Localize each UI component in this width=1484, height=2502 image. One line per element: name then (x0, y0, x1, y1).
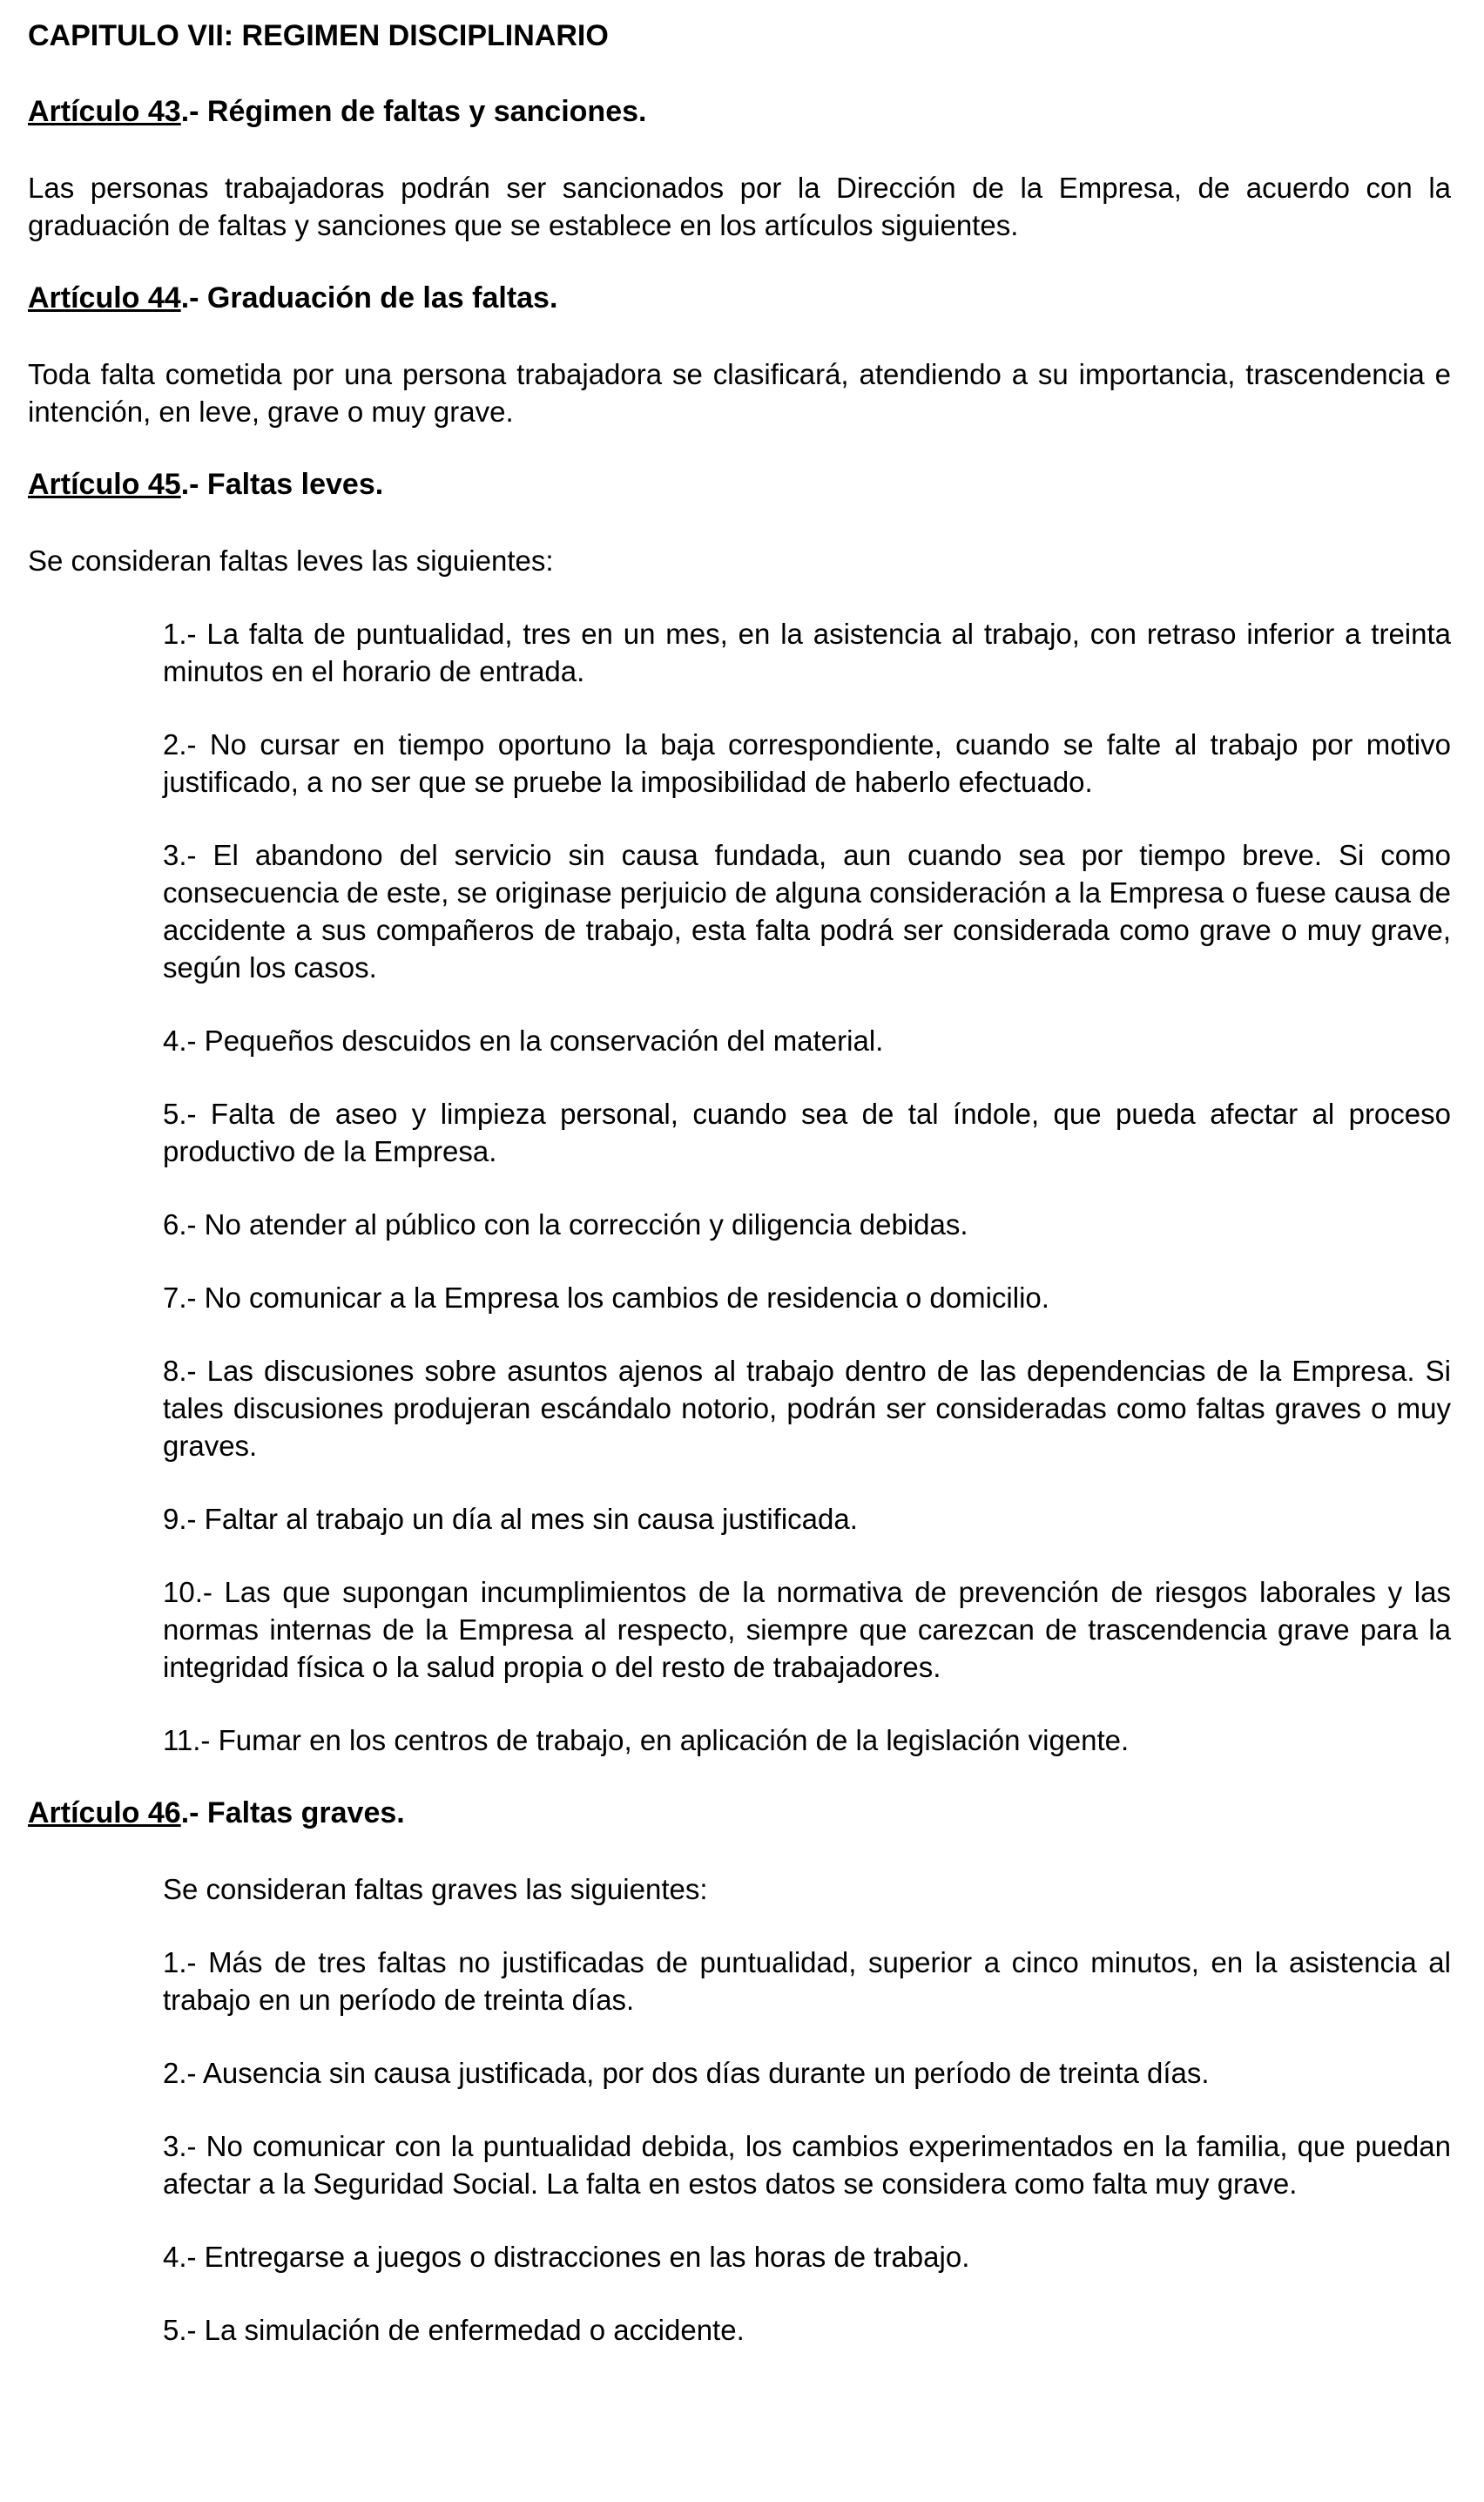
article-title-text: .- Faltas graves. (180, 1796, 405, 1829)
list-item: 2.- Ausencia sin causa justificada, por dos días durante un período de treinta días. (163, 2057, 1210, 2089)
list-item: 4.- Entregarse a juegos o distracciones en las horas de trabajo. (163, 2241, 970, 2273)
chapter-title: CAPITULO VII: REGIMEN DISCIPLINARIO (28, 19, 609, 52)
list-item: 5.- Falta de aseo y limpieza personal, cuando sea de tal índole, que pueda afectar al proceso productivo de la Empresa. (163, 1098, 1451, 1167)
list-item: 11.- Fumar en los centros de trabajo, en aplicación de la legislación vigente. (163, 1724, 1130, 1756)
list-item: 3.- No comunicar con la puntualidad debida, los cambios experimentados en la familia, que puedan afectar a la Seguridad Social. La falta en estos datos se considera como falta muy grave. (163, 2130, 1451, 2200)
article-number: Artículo 44 (28, 281, 181, 314)
article-heading (28, 1795, 1451, 1832)
article-heading (28, 466, 1451, 504)
list-item: 8.- Las discusiones sobre asuntos ajenos al trabajo dentro de las dependencias de la Empresa. Si tales discusiones produjeran escándalo notorio, podrán ser consideradas como faltas graves o muy graves. (163, 1355, 1451, 1462)
list-item: 1.- La falta de puntualidad, tres en un mes, en la asistencia al trabajo, con retraso inferior a treinta minutos en el horario de entrada. (163, 618, 1451, 687)
paragraph: Las personas trabajadoras podrán ser sancionados por la Dirección de la Empresa, de acuerdo con la graduación de faltas y sanciones que se establece en los artículos siguientes. (28, 172, 1451, 241)
article-title-text: .- Régimen de faltas y sanciones. (180, 95, 647, 128)
list-item: 3.- El abandono del servicio sin causa fundada, aun cuando sea por tiempo breve. Si como consecuencia de este, se originase perjuicio de alguna consideración a la Empresa o fuese causa de accidente a sus compañeros de trabajo, esta falta podrá ser considerada como grave o muy grave, según los casos. (163, 839, 1451, 984)
article-title-text: .- Graduación de las faltas. (180, 281, 558, 314)
article-number: Artículo 46 (28, 1796, 181, 1829)
list-item: 1.- Más de tres faltas no justificadas de puntualidad, superior a cinco minutos, en la asistencia al trabajo en un período de treinta días. (163, 1946, 1451, 2016)
article-heading (28, 280, 1451, 317)
article-number: Artículo 43 (28, 95, 181, 128)
list-item: 4.- Pequeños descuidos en la conservación del material. (163, 1024, 884, 1057)
article-title-text: .- Faltas leves. (180, 468, 384, 501)
paragraph: Se consideran faltas graves las siguientes: (163, 1873, 708, 1905)
list-item: 7.- No comunicar a la Empresa los cambios de residencia o domicilio. (163, 1281, 1049, 1314)
paragraph: Toda falta cometida por una persona trabajadora se clasificará, atendiendo a su importancia, trascendencia e intención, en leve, grave o muy grave. (28, 358, 1451, 428)
list-item: 9.- Faltar al trabajo un día al mes sin causa justificada. (163, 1503, 858, 1535)
list-item: 6.- No atender al público con la corrección y diligencia debidas. (163, 1208, 968, 1241)
list-item: 10.- Las que supongan incumplimientos de la normativa de prevención de riesgos laborales y las normas internas de la Empresa al respecto, siempre que carezcan de trascendencia grave para la integridad física o la salud propia o del resto de trabajadores. (163, 1576, 1451, 1683)
list-item: 5.- La simulación de enfermedad o accidente. (163, 2314, 745, 2346)
paragraph: Se consideran faltas leves las siguientes: (28, 544, 554, 577)
article-number: Artículo 45 (28, 468, 181, 501)
article-heading (28, 93, 1451, 131)
list-item: 2.- No cursar en tiempo oportuno la baja correspondiente, cuando se falte al trabajo por motivo justificado, a no ser que se pruebe la imposibilidad de haberlo efectuado. (163, 728, 1451, 798)
